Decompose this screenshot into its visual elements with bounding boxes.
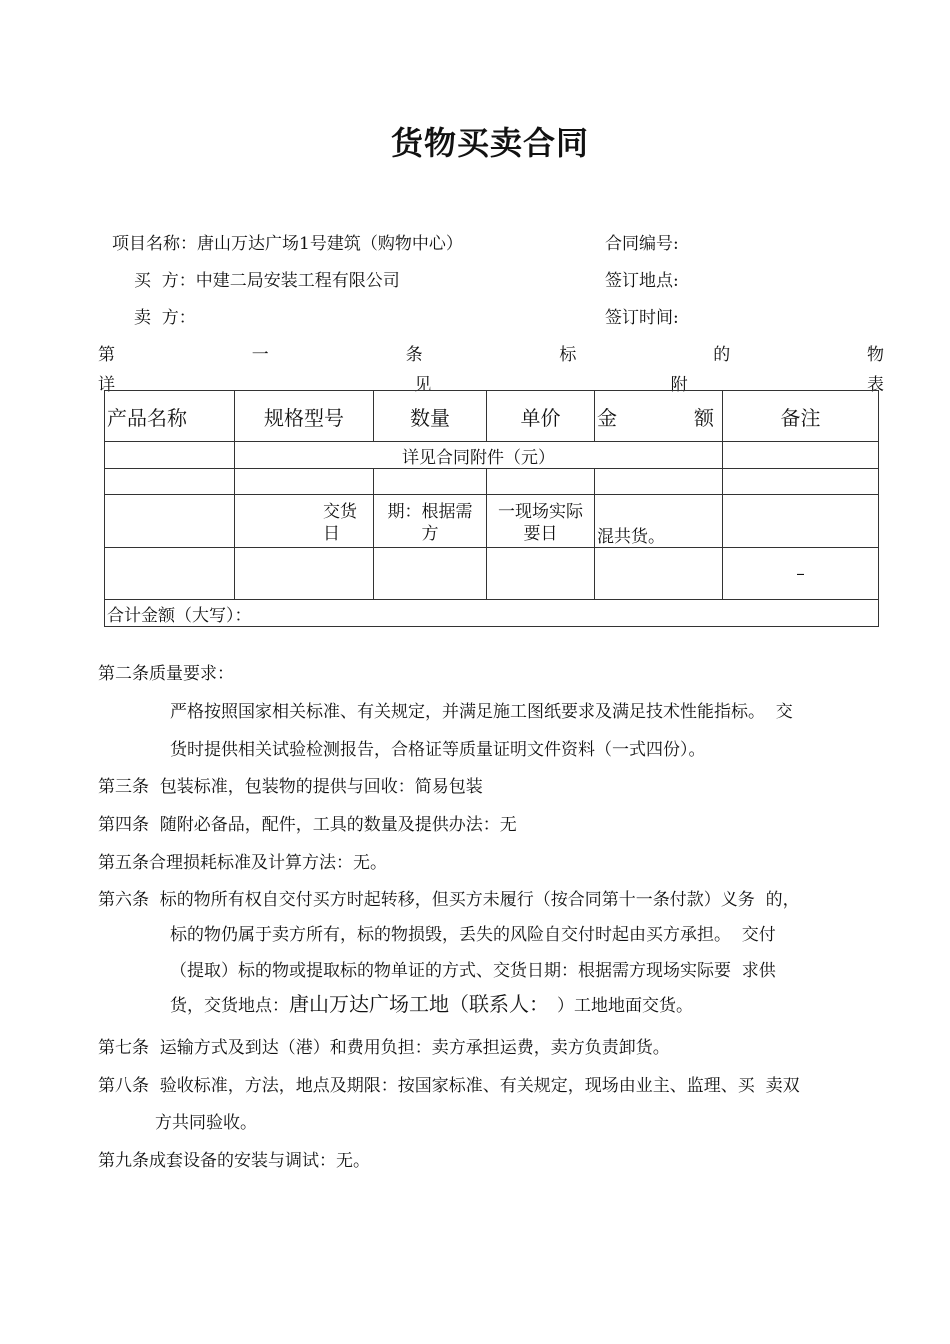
article-1-char: 表 [866, 375, 884, 395]
article-5: 第五条合理损耗标准及计算方法：无。 [98, 853, 387, 873]
article-6-line-2: 标的物仍属于卖方所有，标的物损毁，丢失的风险自交付时起由买方承担。 交付 [170, 925, 776, 945]
table-cell [235, 469, 374, 495]
table-cell [105, 548, 235, 600]
table-cell [487, 548, 595, 600]
header-unit-price: 单价 [487, 391, 595, 442]
table-row [105, 442, 879, 469]
article-1-char: 附 [670, 375, 688, 395]
article-8-line-1: 第八条 验收标准，方法，地点及期限：按国家标准、有关规定，现场由业主、监理、买 卖双 [98, 1076, 800, 1096]
table-cell [235, 548, 374, 600]
article-2-line-2: 货时提供相关试验检测报告，合格证等质量证明文件资料（一式四份）。 [170, 740, 706, 760]
table-cell [595, 548, 723, 600]
table-cell [723, 495, 879, 548]
table-cell [374, 469, 487, 495]
article-3: 第三条 包装标准，包装物的提供与回收：简易包装 [98, 777, 483, 797]
table-row [105, 548, 879, 600]
delivery-text: 方 [421, 524, 439, 544]
header-quantity: 数量 [374, 391, 487, 442]
goods-table [104, 390, 879, 627]
buyer-name: 买 方：中建二局安装工程有限公司 [134, 271, 400, 291]
header-product-name: 产品名称 [105, 391, 235, 442]
table-cell [105, 442, 235, 469]
delivery-cell-4: 混共货。 [595, 495, 723, 548]
article-1-char: 的 [713, 345, 731, 365]
header-amount-char-2: 额 [694, 405, 714, 430]
sign-time-label: 签订时间: [605, 308, 679, 328]
article-1-char: 一 [251, 345, 269, 365]
project-name: 项目名称：唐山万达广场1号建筑（购物中心） [112, 234, 463, 254]
article-1-line-1 [98, 340, 884, 365]
delivery-text: 期：根据需 [387, 502, 473, 522]
article-1-char: 第 [98, 345, 115, 365]
article-9: 第九条成套设备的安装与调试：无。 [98, 1151, 370, 1171]
table-total-row [105, 600, 879, 627]
article-1-char: 条 [405, 345, 423, 365]
article-6-line-4-part-a: 货，交货地点： [170, 996, 289, 1016]
sign-place-label: 签订地点: [605, 271, 679, 291]
header-amount-char-1: 金 [597, 405, 617, 430]
delivery-text: 要日 [523, 524, 558, 544]
header-remarks: 备注 [723, 391, 879, 442]
article-4: 第四条 随附必备品，配件，工具的数量及提供办法：无 [98, 815, 517, 835]
table-cell [374, 548, 487, 600]
article-6-line-4 [170, 988, 693, 1017]
table-cell [487, 469, 595, 495]
article-1-char: 详 [98, 375, 115, 395]
contract-title: 货物买卖合同 [390, 124, 589, 162]
delivery-location: 唐山万达广场工地（联系人： [289, 992, 539, 1016]
total-amount-label: 合计金额（大写）： [105, 600, 879, 627]
table-cell [723, 442, 879, 469]
see-attachment-cell: 详见合同附件（元） [235, 442, 723, 469]
article-8-line-2: 方共同验收。 [155, 1113, 257, 1133]
delivery-cell-2 [374, 495, 487, 548]
article-6-line-4-part-c: ）工地地面交货。 [557, 996, 693, 1016]
table-row [105, 469, 879, 495]
article-2-line-1: 严格按照国家相关标准、有关规定，并满足施工图纸要求及满足技术性能指标。 交 [170, 702, 793, 722]
table-cell [595, 469, 723, 495]
table-header-row [105, 391, 879, 442]
header-spec-model: 规格型号 [235, 391, 374, 442]
table-cell [105, 495, 235, 548]
contract-number-label: 合同编号: [605, 234, 679, 254]
article-6-line-3: （提取）标的物或提取标的物单证的方式、交货日期：根据需方现场实际要 求供 [170, 961, 776, 981]
delivery-text: 日 [323, 524, 340, 544]
delivery-text: 一现场实际 [498, 502, 583, 522]
delivery-text: 交货 [323, 502, 357, 522]
header-amount [595, 391, 723, 442]
article-1-char: 物 [866, 345, 884, 365]
article-1-char: 见 [414, 375, 432, 395]
seller-name: 卖 方： [134, 308, 196, 328]
delivery-cell-1 [235, 495, 374, 548]
article-6-line-1: 第六条 标的物所有权自交付买方时起转移，但买方未履行（按合同第十一条付款）义务 的， [98, 890, 800, 910]
table-row [105, 495, 879, 548]
dash-cell: – [723, 548, 879, 600]
delivery-cell-3 [487, 495, 595, 548]
table-cell [105, 469, 235, 495]
article-7: 第七条 运输方式及到达（港）和费用负担：卖方承担运费，卖方负责卸货。 [98, 1038, 670, 1058]
article-1-char: 标 [559, 345, 577, 365]
article-2-title: 第二条质量要求： [98, 664, 234, 684]
table-cell [723, 469, 879, 495]
